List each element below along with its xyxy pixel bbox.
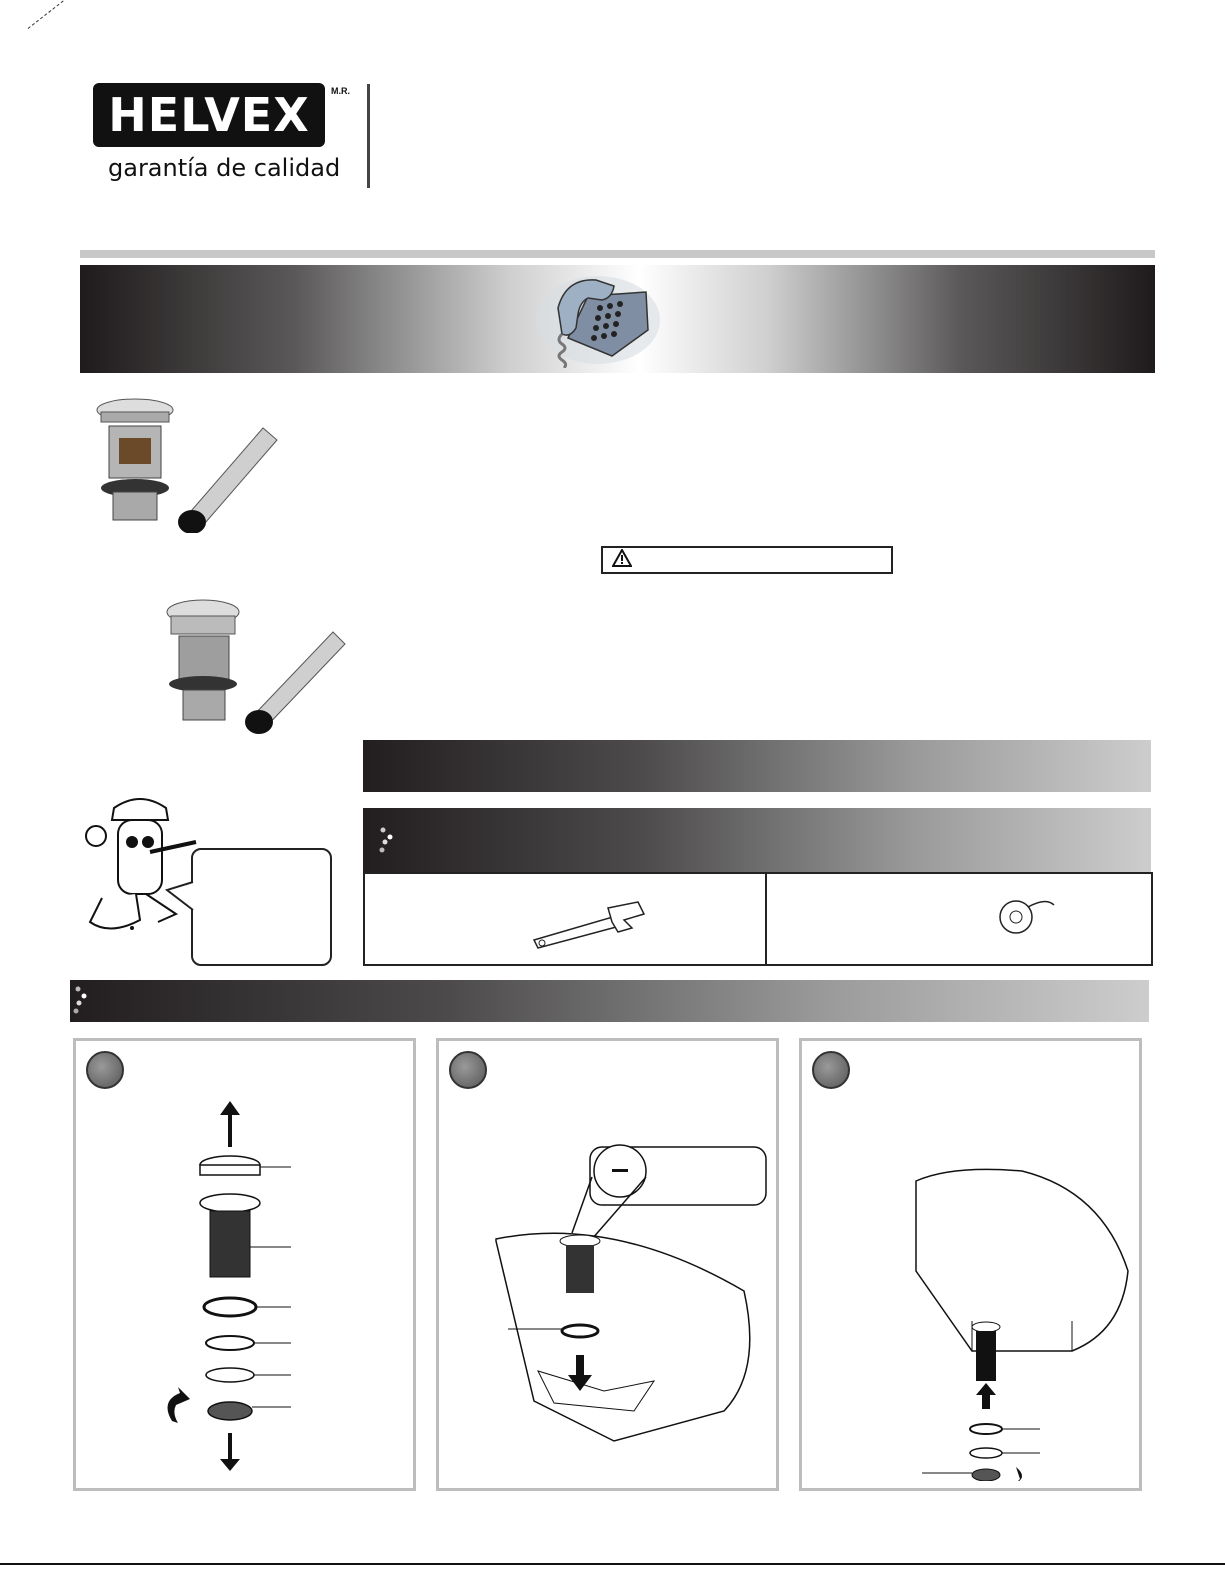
- step-1-panel: [73, 1038, 416, 1491]
- warning-triangle-icon: [612, 549, 632, 567]
- registered-mark: M.R.: [331, 86, 350, 96]
- basin-tighten-diagram: [912, 1161, 1132, 1481]
- basin-insert-diagram: [494, 1141, 774, 1481]
- page-bottom-rule: [0, 1563, 1225, 1565]
- product-image-drain-short: [163, 598, 348, 738]
- top-rule: [80, 250, 1155, 258]
- tools-divider: [765, 872, 767, 964]
- step-number-badge: [812, 1051, 850, 1089]
- step-number-badge: [449, 1051, 487, 1089]
- installation-band: [70, 980, 1149, 1022]
- step-3-panel: [799, 1038, 1142, 1491]
- speech-bubble-tail: [165, 880, 195, 920]
- tools-header-band: [363, 808, 1151, 872]
- step-2-panel: [436, 1038, 779, 1491]
- pipe-wrench-icon: [528, 900, 648, 950]
- warning-box: [601, 546, 893, 574]
- header-divider: [367, 84, 370, 188]
- dot-bullet-icon: [378, 826, 400, 854]
- logo-wordmark: HELVEX: [108, 88, 310, 142]
- helvex-logo: [93, 83, 325, 147]
- logo-tagline: garantía de calidad: [108, 154, 341, 182]
- telephone-icon: [528, 268, 660, 368]
- section-band: [363, 740, 1151, 792]
- product-image-drain-with-tube: [95, 398, 280, 533]
- step-number-badge: [86, 1051, 124, 1089]
- corner-cut-mark: [28, 0, 68, 29]
- drain-exploded-diagram: [156, 1101, 386, 1481]
- dot-bullet-icon: [72, 985, 94, 1015]
- speech-bubble: [191, 848, 332, 966]
- teflon-tape-icon: [998, 895, 1058, 937]
